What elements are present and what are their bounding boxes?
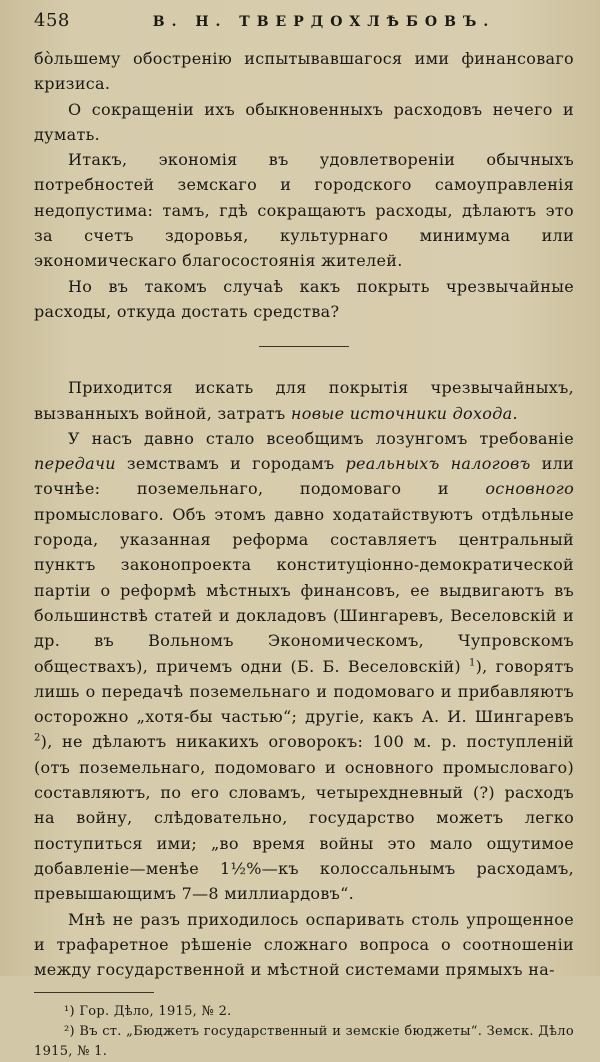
paragraph-1: бо̀льшему обостренію испытывавшагося ими финансоваго кризиса. (34, 49, 574, 94)
emphasis-real-taxes: реальныхъ налоговъ (345, 454, 531, 474)
paragraph-4: Но въ такомъ случаѣ какъ покрыть чрезвычайные расходы, откуда достать средства? (34, 276, 574, 321)
emphasis-transfer: передачи (34, 454, 116, 474)
emphasis-basic: основного (485, 479, 574, 499)
footnote-ref-2: 2 (34, 733, 41, 745)
page-header (34, 10, 574, 46)
paragraph-3: Итакъ, экономія въ удовлетвореніи обычныхъ потребностей земскаго и городского самоуправленія недопустима: тамъ, гдѣ сокращаютъ расходы, дѣлаютъ это за счетъ здоровья, культурнаго минимума или экономическаго благосостоянія жителей. (34, 150, 574, 271)
emphasis-new-sources: новые источники дохода (290, 403, 513, 423)
section-divider (259, 346, 349, 347)
page-number: 458 (34, 10, 70, 31)
paragraph-7: Мнѣ не разъ приходилось оспаривать столь упрощенное и трафаретное рѣшеніе сложнаго вопроса о соотношеніи между государственной и мѣстной системами прямыхъ на- (34, 909, 574, 980)
footnote-rule (34, 992, 154, 993)
paragraph-2: О сокращеніи ихъ обыкновенныхъ расходовъ нечего и думать. (34, 99, 574, 144)
footnote-2: ²) Въ ст. „Бюджетъ государственный и земскіе бюджеты“. Земск. Дѣло 1915, № 1. (34, 1024, 574, 1060)
paragraph-5: Приходится искать для покрытія чрезвычайныхъ, вызванныхъ войной, затратъ новые источники дохода. (34, 378, 574, 423)
running-head: В. Н. ТВЕРДОХЛѢБОВЪ. (152, 14, 496, 30)
paragraph-6: У насъ давно стало всеобщимъ лозунгомъ требованіе передачи земствамъ и городамъ реальныхъ налоговъ или точнѣе: поземельнаго, подомоваго и основного промысловаго. Объ этомъ давно ходатайствуютъ отдѣльные города, указанная реформа составляетъ центральный пунктъ законопроекта конституціонно-демократической партіи о реформѣ мѣстныхъ финансовъ, ее выдвигаютъ въ большинствѣ статей и докладовъ (Шингаревъ, Веселовскій и др. въ Вольномъ Экономическомъ, Чупровскомъ обществахъ), причемъ одни (Б. Б. Веселовскій) $^1$), говорятъ лишь о передачѣ поземельнаго и подомоваго и прибавляютъ осторожно „хотя-бы частью“; другіе, какъ А. И. Шингаревъ $^2$), не дѣлаютъ никакихъ оговорокъ: 100 м. р. поступленій (отъ поземельнаго, подомоваго и основного промысловаго) составляютъ, по его словамъ, четырехдневный (?) расходъ на войну, слѣдовательно, государство можетъ легко поступиться ими; „во время войны это мало ощутимое добавленіе—менѣе 1½%—къ колоссальнымъ расходамъ, превышающимъ 7—8 миллиардовъ“. (34, 428, 574, 904)
footnote-ref-1: 1 (468, 657, 476, 669)
footnote-1: ¹) Гор. Дѣло, 1915, № 2. (64, 1004, 232, 1020)
